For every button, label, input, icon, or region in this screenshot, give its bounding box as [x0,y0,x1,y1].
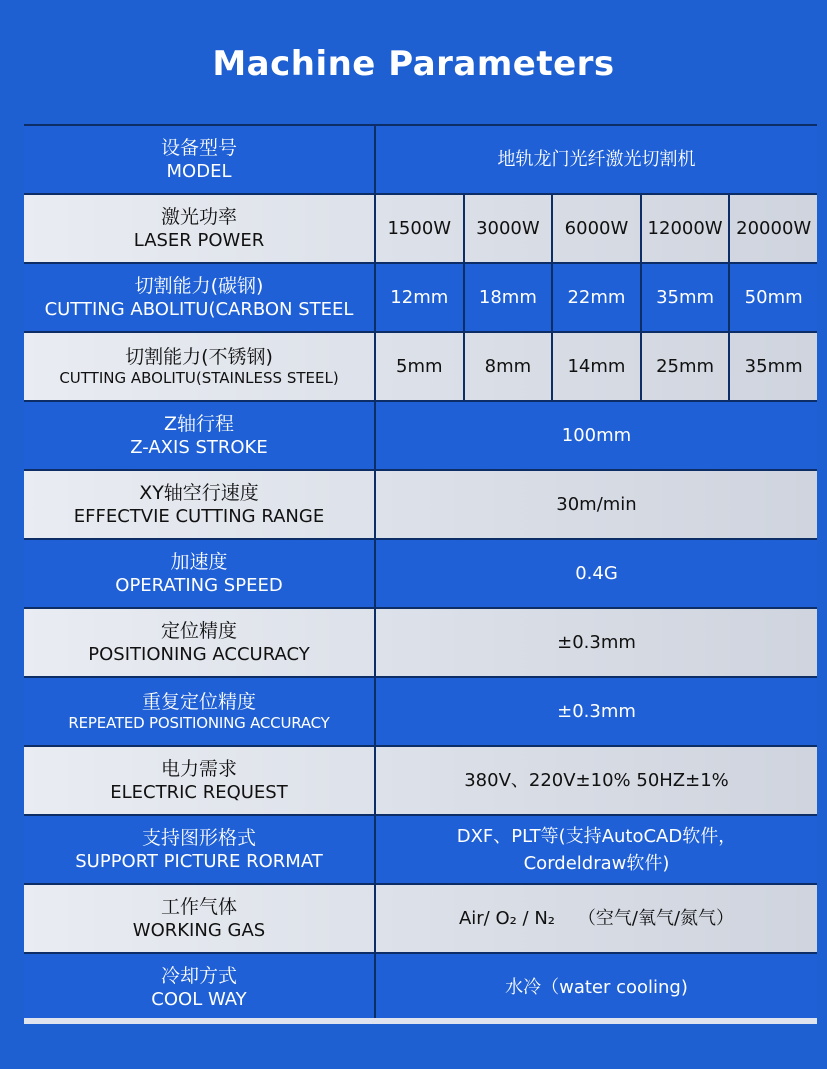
row-label [24,885,376,952]
table-cell: 25mm [642,333,731,400]
row-value [376,885,817,952]
label-cn: 冷却方式 [160,964,237,987]
row-value [376,747,817,814]
table-row-repeated-accuracy [24,678,817,747]
row-label [24,540,376,607]
label-en: WORKING GAS [132,920,266,942]
row-label [24,264,376,331]
label-cn: 支持图形格式 [141,826,256,849]
table-row-laser-power [24,195,817,264]
value-text: Air/ O₂ / N₂ （空气/氧气/氮气） [458,908,735,929]
page-title: Machine Parameters [212,44,615,84]
label-cn: Z轴行程 [163,412,235,435]
table-row-xy-speed [24,471,817,540]
row-label [24,954,376,1021]
label-en: MODEL [166,161,232,183]
value-text: 水冷（water cooling) [505,977,688,998]
row-label [24,195,376,262]
label-cn: 电力需求 [160,757,237,780]
row-value [376,471,817,538]
row-label [24,747,376,814]
row-value [376,126,817,193]
table-cell: 35mm [744,356,803,377]
table-row-model [24,126,817,195]
table-cell: 22mm [553,264,642,331]
row-label [24,816,376,883]
table-cell: 1500W [376,195,465,262]
label-en: POSITIONING ACCURACY [88,644,310,666]
label-en: OPERATING SPEED [115,575,283,597]
table-row-electric [24,747,817,816]
table-cell: 12000W [642,195,731,262]
label-cn: XY轴空行速度 [139,481,259,504]
value-text: DXF、PLT等(支持AutoCAD软件， [456,825,737,847]
table-row-acceleration [24,540,817,609]
value-text-line2: Cordeldraw软件) [523,852,670,874]
table-row-positioning-accuracy [24,609,817,678]
row-value [376,402,817,469]
row-label [24,609,376,676]
value-text: 30m/min [556,494,637,515]
label-en: CUTTING ABOLITU(STAINLESS STEEL) [59,369,339,388]
row-label [24,126,376,193]
label-cn: 重复定位精度 [141,690,256,713]
label-cn: 切割能力(碳钢) [134,274,264,297]
label-cn: 加速度 [170,550,228,573]
label-en: ELECTRIC REQUEST [110,782,288,804]
label-en: Z-AXIS STROKE [130,437,268,459]
value-text: 0.4G [575,563,618,584]
label-cn: 激光功率 [160,205,237,228]
table-cell: 12mm [376,264,465,331]
value-cells [376,264,817,331]
label-cn: 工作气体 [160,895,237,918]
table-cell: 18mm [465,264,554,331]
row-label [24,333,376,400]
row-label [24,402,376,469]
table-cell: 6000W [553,195,642,262]
label-en: COOL WAY [151,989,247,1011]
label-en: REPEATED POSITIONING ACCURACY [68,714,330,733]
row-value [376,954,817,1021]
value-cells [376,195,817,262]
value-text: ±0.3mm [557,632,636,653]
table-row-picture-format [24,816,817,885]
table-row-working-gas [24,885,817,954]
table-cell: 20000W [736,218,812,239]
label-en: LASER POWER [133,230,265,252]
value-text: 380V、220V±10% 50HZ±1% [464,770,729,791]
table-cell: 3000W [465,195,554,262]
row-value [376,816,817,883]
value-text: ±0.3mm [557,701,636,722]
table-row-z-axis [24,402,817,471]
value-text: 100mm [561,425,632,446]
table-cell: 35mm [642,264,731,331]
label-cn: 定位精度 [160,619,237,642]
row-label [24,678,376,745]
table-cell: 8mm [465,333,554,400]
label-en: CUTTING ABOLITU(CARBON STEEL [44,299,354,321]
row-value [376,678,817,745]
value-text: 地轨龙门光纤激光切割机 [497,149,696,170]
row-value [376,609,817,676]
label-cn: 设备型号 [160,136,237,159]
label-cn: 切割能力(不锈钢) [125,345,273,368]
table-cell: 5mm [376,333,465,400]
value-cells [376,333,817,400]
table-row-cutting-carbon [24,264,817,333]
row-label [24,471,376,538]
parameters-table [24,124,817,1023]
table-row-cutting-stainless [24,333,817,402]
label-en: EFFECTVIE CUTTING RANGE [73,506,325,528]
footer-divider [24,1018,817,1024]
table-row-cool-way [24,954,817,1023]
row-value [376,540,817,607]
table-cell: 50mm [744,287,803,308]
table-cell: 14mm [553,333,642,400]
label-en: SUPPORT PICTURE RORMAT [75,851,323,873]
